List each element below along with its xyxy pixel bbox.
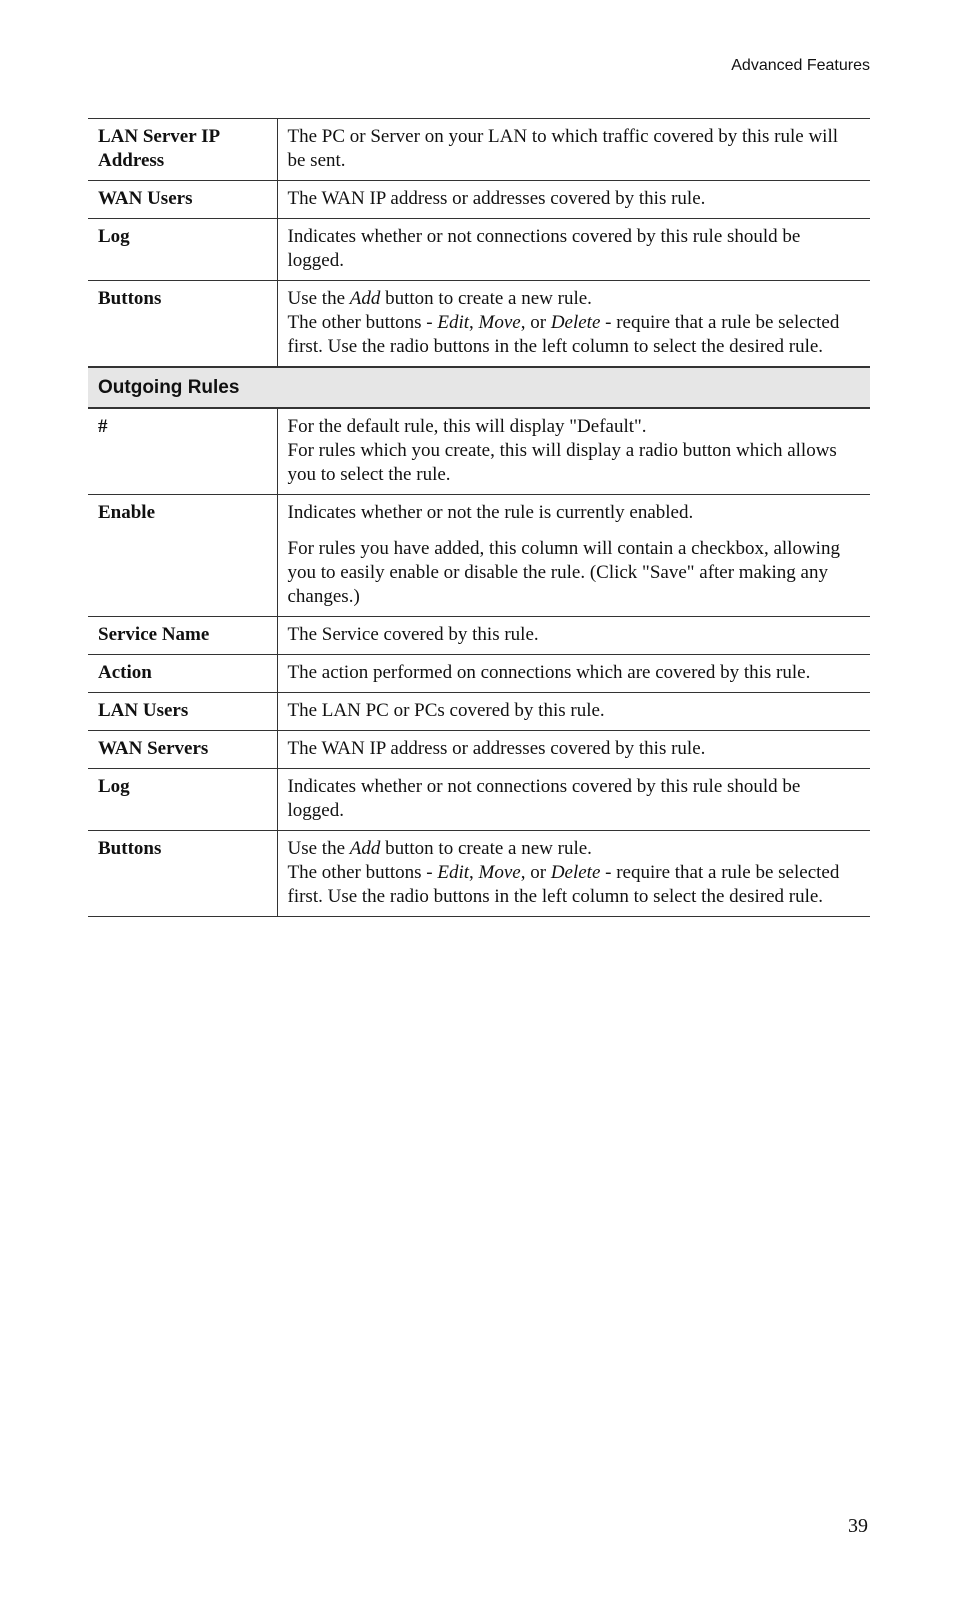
description-text: Indicates whether or not the rule is currently enabled. <box>287 502 694 523</box>
text-run: button to create a new rule. <box>380 838 592 859</box>
add-keyword: Add <box>349 838 381 859</box>
description-text: Indicates whether or not connections covered by this rule should be logged. <box>287 776 801 821</box>
table-row <box>88 119 870 181</box>
table-row <box>88 769 870 831</box>
table-row <box>88 731 870 769</box>
description-cell <box>277 281 870 368</box>
text-run: - require that a rule be selected first. Use the radio buttons in the left column to select the desired rule. <box>287 312 840 357</box>
table-row <box>88 617 870 655</box>
description-cell <box>277 655 870 693</box>
table-row <box>88 281 870 368</box>
description-cell <box>277 617 870 655</box>
description-text: The LAN PC or PCs covered by this rule. <box>287 700 605 721</box>
description-cell <box>277 219 870 281</box>
edit-keyword: Edit <box>437 862 470 883</box>
term-cell: Service Name <box>88 617 277 655</box>
term-cell: LAN Users <box>88 693 277 731</box>
description-cell <box>277 731 870 769</box>
term-cell: Buttons <box>88 281 277 368</box>
description-cell <box>277 693 870 731</box>
text-run: Use the <box>287 838 350 859</box>
term-cell: # <box>88 408 277 495</box>
description-line <box>288 287 861 311</box>
table-row <box>88 693 870 731</box>
text-run: button to create a new rule. <box>380 288 592 309</box>
description-cell <box>277 408 870 495</box>
description-line <box>288 837 861 861</box>
term-cell: Buttons <box>88 831 277 917</box>
table-row <box>88 495 870 617</box>
description-line <box>288 861 861 909</box>
text-run: - require that a rule be selected first. Use the radio buttons in the left column to select the desired rule. <box>287 862 840 907</box>
description-text: The PC or Server on your LAN to which traffic covered by this rule will be sent. <box>287 126 839 171</box>
text-run: The other buttons - <box>287 312 438 333</box>
move-keyword: Move <box>478 312 521 333</box>
page-number: 39 <box>848 1515 868 1537</box>
move-keyword: Move <box>478 862 521 883</box>
description-cell <box>277 831 870 917</box>
section-header-row <box>88 367 870 408</box>
description-line: For the default rule, this will display "Default". <box>287 416 647 437</box>
delete-keyword: Delete <box>550 862 601 883</box>
term-cell: WAN Users <box>88 181 277 219</box>
term-cell: Action <box>88 655 277 693</box>
description-text: The Service covered by this rule. <box>287 624 539 645</box>
description-cell <box>277 119 870 181</box>
description-text: The WAN IP address or addresses covered by this rule. <box>287 738 706 759</box>
description-text: For rules you have added, this column will contain a checkbox, allowing you to easily enable or disable the rule. (Click "Save" after making any changes.) <box>287 538 840 607</box>
description-text: The WAN IP address or addresses covered by this rule. <box>287 188 706 209</box>
delete-keyword: Delete <box>550 312 601 333</box>
term-cell: LAN Server IP Address <box>88 119 277 181</box>
text-run: , or <box>520 312 551 333</box>
table-row <box>88 408 870 495</box>
description-cell <box>277 495 870 617</box>
term-cell: Enable <box>88 495 277 617</box>
description-line: For rules which you create, this will display a radio button which allows you to select the rule. <box>287 440 837 485</box>
table-row <box>88 181 870 219</box>
table-row <box>88 831 870 917</box>
table-row <box>88 219 870 281</box>
section-title: Outgoing Rules <box>88 367 870 408</box>
term-cell: Log <box>88 769 277 831</box>
text-run: The other buttons - <box>287 862 438 883</box>
description-cell <box>277 769 870 831</box>
text-run: Use the <box>287 288 350 309</box>
text-run: , <box>469 312 479 333</box>
text-run: , <box>469 862 479 883</box>
description-text: The action performed on connections which are covered by this rule. <box>287 662 811 683</box>
term-cell: Log <box>88 219 277 281</box>
table-row <box>88 655 870 693</box>
description-cell <box>277 181 870 219</box>
definition-table <box>88 118 870 917</box>
text-run: , or <box>520 862 551 883</box>
add-keyword: Add <box>349 288 381 309</box>
running-header: Advanced Features <box>731 57 870 74</box>
description-text: Indicates whether or not connections covered by this rule should be logged. <box>287 226 801 271</box>
description-line <box>288 311 861 359</box>
edit-keyword: Edit <box>437 312 470 333</box>
term-cell: WAN Servers <box>88 731 277 769</box>
